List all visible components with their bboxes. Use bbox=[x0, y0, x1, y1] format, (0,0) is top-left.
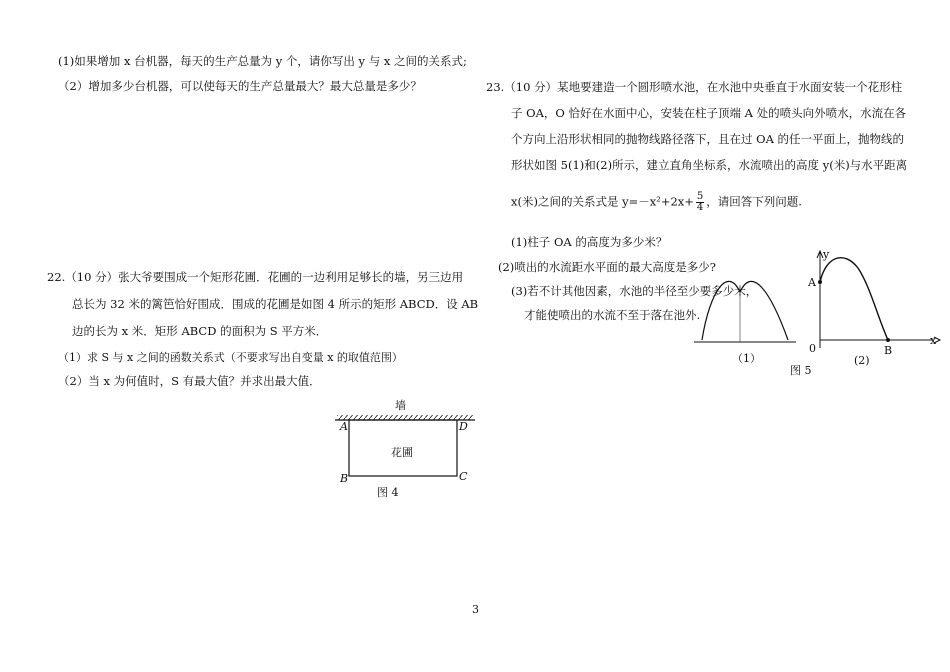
q23-line4: 形状如图 5(1)和(2)所示，建立直角坐标系，水流喷出的高度 y(米)与水平距离 bbox=[511, 158, 908, 172]
q21-part2: （2）增加多少台机器，可以使每天的生产总量最大？最大总量是多少？ bbox=[58, 79, 422, 93]
q22-line2: 总长为 32 米的篱笆恰好围成．围成的花圃是如图 4 所示的矩形 ABCD．设 AB bbox=[72, 297, 479, 311]
wall-hatch bbox=[337, 415, 473, 420]
label-point-a: A bbox=[808, 276, 816, 289]
q23-part2: (2)喷出的水流距水平面的最大高度是多少? bbox=[498, 260, 716, 274]
q21-part1: (1)如果增加 x 台机器，每天的生产总量为 y 个，请你写出 y 与 x 之间的关系式; bbox=[58, 54, 467, 68]
q23-part3-cont: 才能使喷出的水流不至于落在池外. bbox=[524, 308, 701, 322]
label-a: A bbox=[340, 420, 348, 433]
q22-line1: 22.（10 分）张大爷要围成一个矩形花圃．花圃的一边利用足够长的墙，另三边用 bbox=[47, 270, 464, 284]
point-a bbox=[818, 280, 822, 284]
figure-4 bbox=[325, 394, 485, 504]
q22-line3: 边的长为 x 米．矩形 ABCD 的面积为 S 平方米． bbox=[72, 324, 328, 338]
wall-label: 墙 bbox=[395, 399, 406, 412]
figure-5-1-label: （1） bbox=[732, 352, 761, 365]
q23-line1: 23.（10 分）某地要建造一个圆形喷水池，在水池中央垂直于水面安装一个花形柱 bbox=[486, 80, 903, 94]
point-b bbox=[886, 338, 890, 342]
figure-5-2-drawing bbox=[802, 248, 942, 353]
label-origin: 0 bbox=[809, 342, 816, 355]
q23-line3: 个方向上沿形状相同的抛物线路径落下，且在过 OA 的任一平面上，抛物线的 bbox=[511, 132, 905, 146]
label-point-b: B bbox=[884, 344, 893, 357]
garden-label: 花圃 bbox=[391, 446, 413, 459]
axis-y-label: y bbox=[823, 248, 830, 261]
figure-4-caption: 图 4 bbox=[377, 486, 399, 499]
figure-5-1-drawing bbox=[690, 270, 800, 350]
q22-part1: （1）求 S 与 x 之间的函数关系式（不要求写出自变量 x 的取值范围） bbox=[58, 351, 403, 364]
label-d: D bbox=[459, 420, 468, 433]
fraction-denominator: 4 bbox=[696, 202, 704, 213]
fraction bbox=[696, 192, 704, 213]
fraction-numerator: 5 bbox=[696, 191, 704, 202]
spray-parabola bbox=[820, 258, 888, 340]
figure-5-caption: 图 5 bbox=[790, 364, 812, 377]
q23-formula-post: ，请回答下列问题. bbox=[706, 194, 802, 209]
figure-5-2 bbox=[802, 248, 942, 378]
label-b: B bbox=[340, 472, 349, 485]
axis-x-label: x bbox=[930, 334, 937, 347]
q23-part1: (1)柱子 OA 的高度为多少米？ bbox=[511, 235, 668, 249]
label-c: C bbox=[459, 470, 468, 483]
q22-part2: （2）当 x 为何值时，S 有最大值？并求出最大值． bbox=[58, 374, 321, 388]
q23-line5 bbox=[511, 192, 802, 213]
page-number: 3 bbox=[472, 603, 479, 616]
q23-line2: 子 OA，O 恰好在水面中心，安装在柱子顶端 A 处的喷头向外喷水，水流在各 bbox=[511, 106, 907, 120]
figure-5-2-label: (2) bbox=[854, 354, 870, 367]
q23-part3: (3)若不计其他因素，水池的半径至少要多少米， bbox=[511, 284, 758, 298]
q23-formula-pre: x(米)之间的关系式是 y=－x²+2x+ bbox=[511, 194, 694, 209]
